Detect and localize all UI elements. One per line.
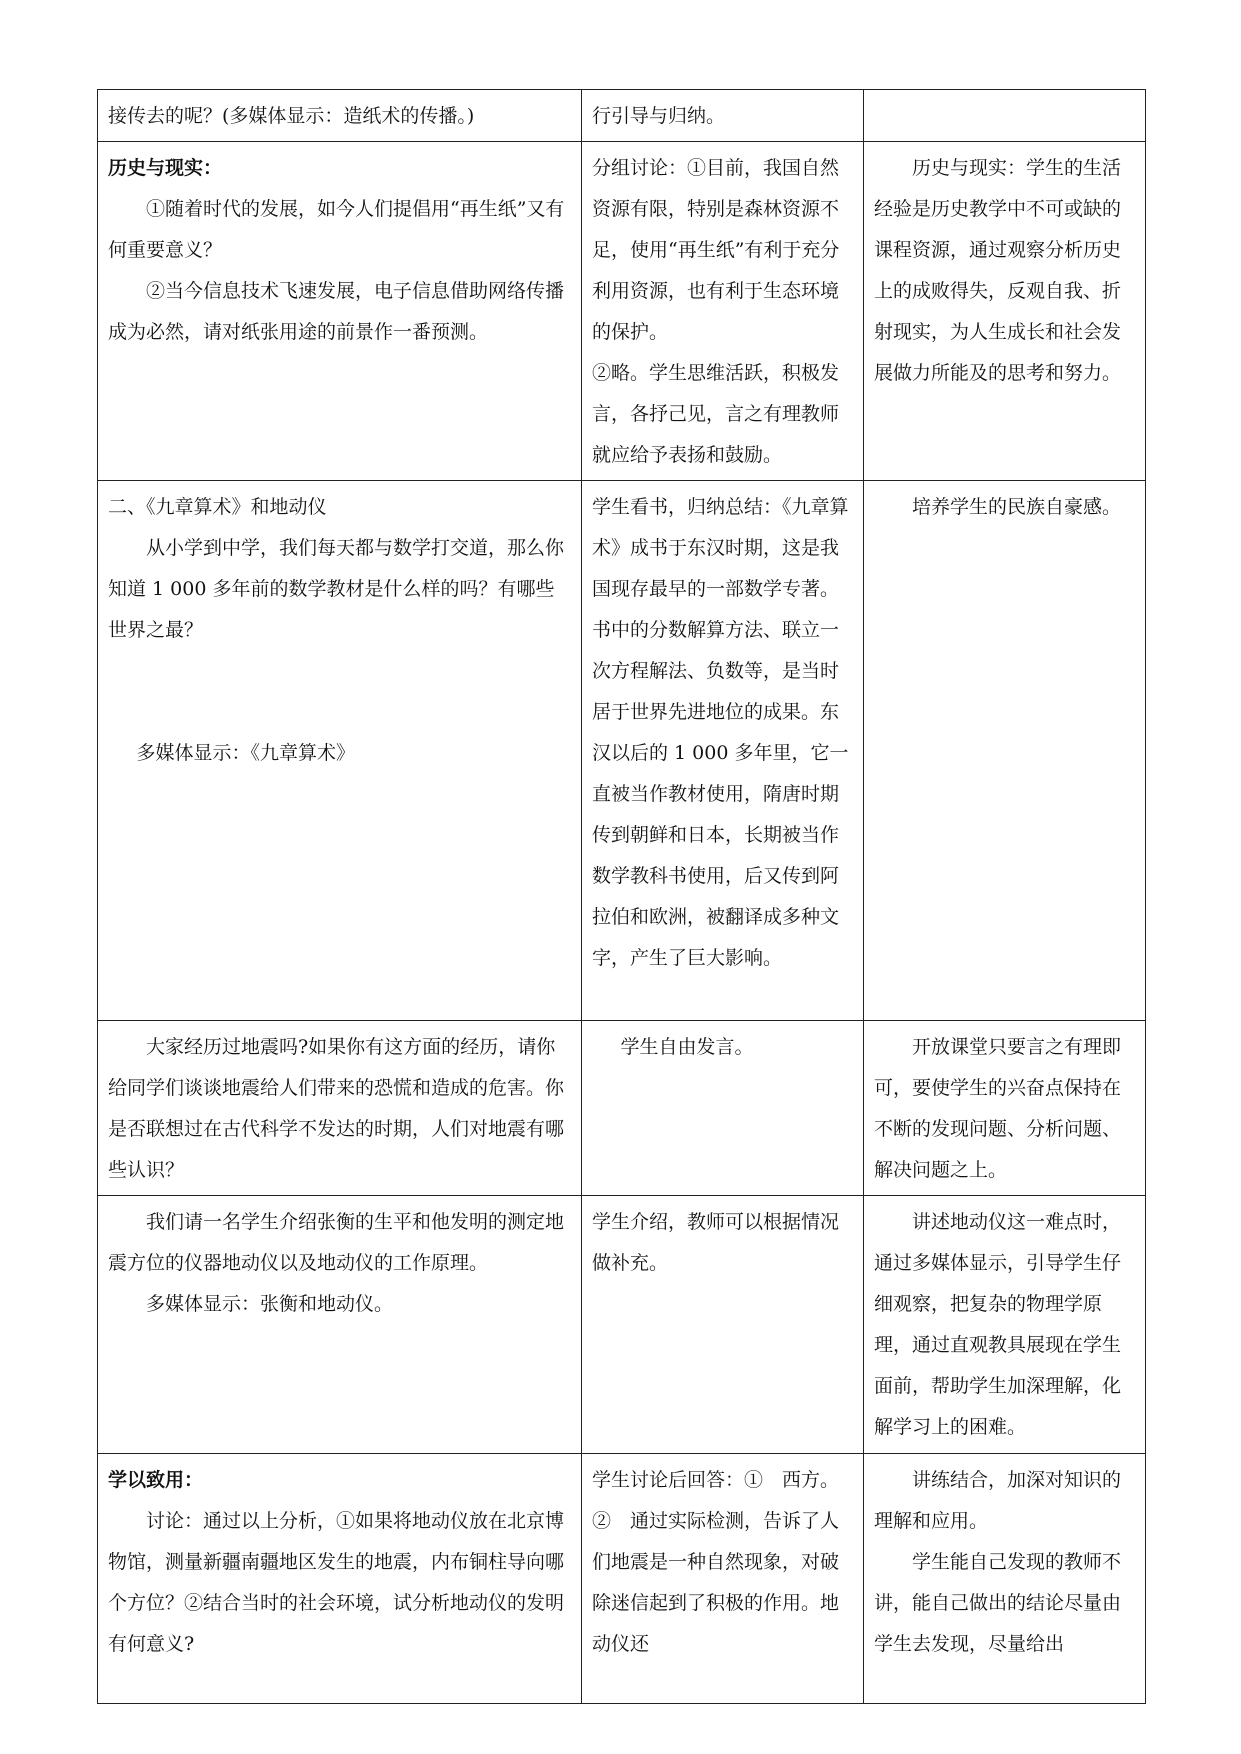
teacher-activity-cell xyxy=(98,90,582,142)
cell-text: 讲练结合，加深对知识的理解和应用。 xyxy=(874,1469,1122,1532)
design-intent-cell xyxy=(864,142,1146,481)
student-activity-cell xyxy=(582,1454,864,1704)
cell-text: 培养学生的民族自豪感。 xyxy=(912,496,1122,518)
cell-text: 大家经历过地震吗?如果你有这方面的经历，请你给同学们谈谈地震给人们带来的恐慌和造成的危害。你是否联想过在古代科学不发达的时期，人们对地震有哪些认识？ xyxy=(108,1036,565,1181)
table-row xyxy=(98,1021,1146,1196)
cell-text: 多媒体显示：张衡和地动仪。 xyxy=(146,1293,394,1315)
cell-text: ②当今信息技术飞速发展，电子信息借助网络传播成为必然，请对纸张用途的前景作一番预测。 xyxy=(108,280,565,343)
student-activity-cell xyxy=(582,481,864,1021)
table-row xyxy=(98,481,1146,1021)
cell-text: 从小学到中学，我们每天都与数学打交道，那么你知道 1 000 多年前的数学教材是什么样的吗？有哪些世界之最？ xyxy=(108,537,565,641)
cell-text: 接传去的呢？(多媒体显示：造纸术的传播。) xyxy=(108,105,475,127)
student-activity-cell xyxy=(582,1021,864,1196)
design-intent-cell xyxy=(864,1454,1146,1704)
design-intent-cell xyxy=(864,1196,1146,1454)
student-activity-cell xyxy=(582,90,864,142)
cell-text: ②略。学生思维活跃，积极发言，各抒己见，言之有理教师就应给予表扬和鼓励。 xyxy=(592,362,840,466)
section-heading: 二、《九章算术》和地动仪 xyxy=(108,496,327,518)
cell-text: 讨论：通过以上分析，①如果将地动仪放在北京博物馆，测量新疆南疆地区发生的地震，内布铜柱导向哪个方位？②结合当时的社会环境，试分析地动仪的发明有何意义? xyxy=(108,1510,565,1655)
cell-text: 我们请一名学生介绍张衡的生平和他发明的测定地震方位的仪器地动仪以及地动仪的工作原理。 xyxy=(108,1211,565,1274)
student-activity-cell xyxy=(582,1196,864,1454)
cell-text: 讲述地动仪这一难点时，通过多媒体显示，引导学生仔细观察，把复杂的物理学原理，通过直观教具展现在学生面前，帮助学生加深理解，化解学习上的困难。 xyxy=(874,1211,1122,1438)
teacher-activity-cell xyxy=(98,1454,582,1704)
teacher-activity-cell xyxy=(98,142,582,481)
design-intent-cell xyxy=(864,481,1146,1021)
cell-text: 行引导与归纳。 xyxy=(592,105,726,127)
cell-text: 学生介绍，教师可以根据情况做补充。 xyxy=(592,1211,840,1274)
table-row xyxy=(98,142,1146,481)
section-heading: 历史与现实： xyxy=(108,157,223,179)
teacher-activity-cell xyxy=(98,1196,582,1454)
table-row xyxy=(98,90,1146,142)
section-heading: 学以致用： xyxy=(108,1469,204,1491)
cell-text: 学生能自己发现的教师不讲，能自己做出的结论尽量由学生去发现，尽量给出 xyxy=(874,1551,1122,1655)
cell-text: ①随着时代的发展，如今人们提倡用“再生纸”又有何重要意义？ xyxy=(108,198,565,261)
cell-text: 历史与现实：学生的生活经验是历史教学中不可或缺的课程资源，通过观察分析历史上的成败得失，反观自我、折射现实，为人生成长和社会发展做力所能及的思考和努力。 xyxy=(874,157,1122,384)
cell-text: 学生看书，归纳总结：《九章算术》成书于东汉时期，这是我国现存最早的一部数学专著。书中的分数解算方法、联立一次方程解法、负数等，是当时居于世界先进地位的成果。东汉以后的 1 000 多年里，它一直被当作教材使用，隋唐时期传到朝鲜和日本，长期被当作数学教科书使用，后又传到阿拉伯和欧洲，被翻译成多种文字，产生了巨大影响。 xyxy=(592,496,849,969)
cell-text: 开放课堂只要言之有理即可，要使学生的兴奋点保持在不断的发现问题、分析问题、解决问题之上。 xyxy=(874,1036,1122,1181)
table-row xyxy=(98,1454,1146,1704)
design-intent-cell xyxy=(864,90,1146,142)
design-intent-cell xyxy=(864,1021,1146,1196)
table-row xyxy=(98,1196,1146,1454)
teacher-activity-cell xyxy=(98,481,582,1021)
cell-text: 多媒体显示：《九章算术》 xyxy=(136,742,356,764)
lesson-plan-table xyxy=(97,89,1146,1704)
teacher-activity-cell xyxy=(98,1021,582,1196)
cell-text: 学生自由发言。 xyxy=(620,1036,754,1058)
student-activity-cell xyxy=(582,142,864,481)
cell-text: 学生讨论后回答：① 西方。② 通过实际检测，告诉了人们地震是一种自然现象，对破除迷信起到了积极的作用。地动仪还 xyxy=(592,1469,840,1655)
cell-text: 分组讨论：①目前，我国自然资源有限，特别是森林资源不足，使用“再生纸”有利于充分利用资源，也有利于生态环境的保护。 xyxy=(592,157,840,343)
